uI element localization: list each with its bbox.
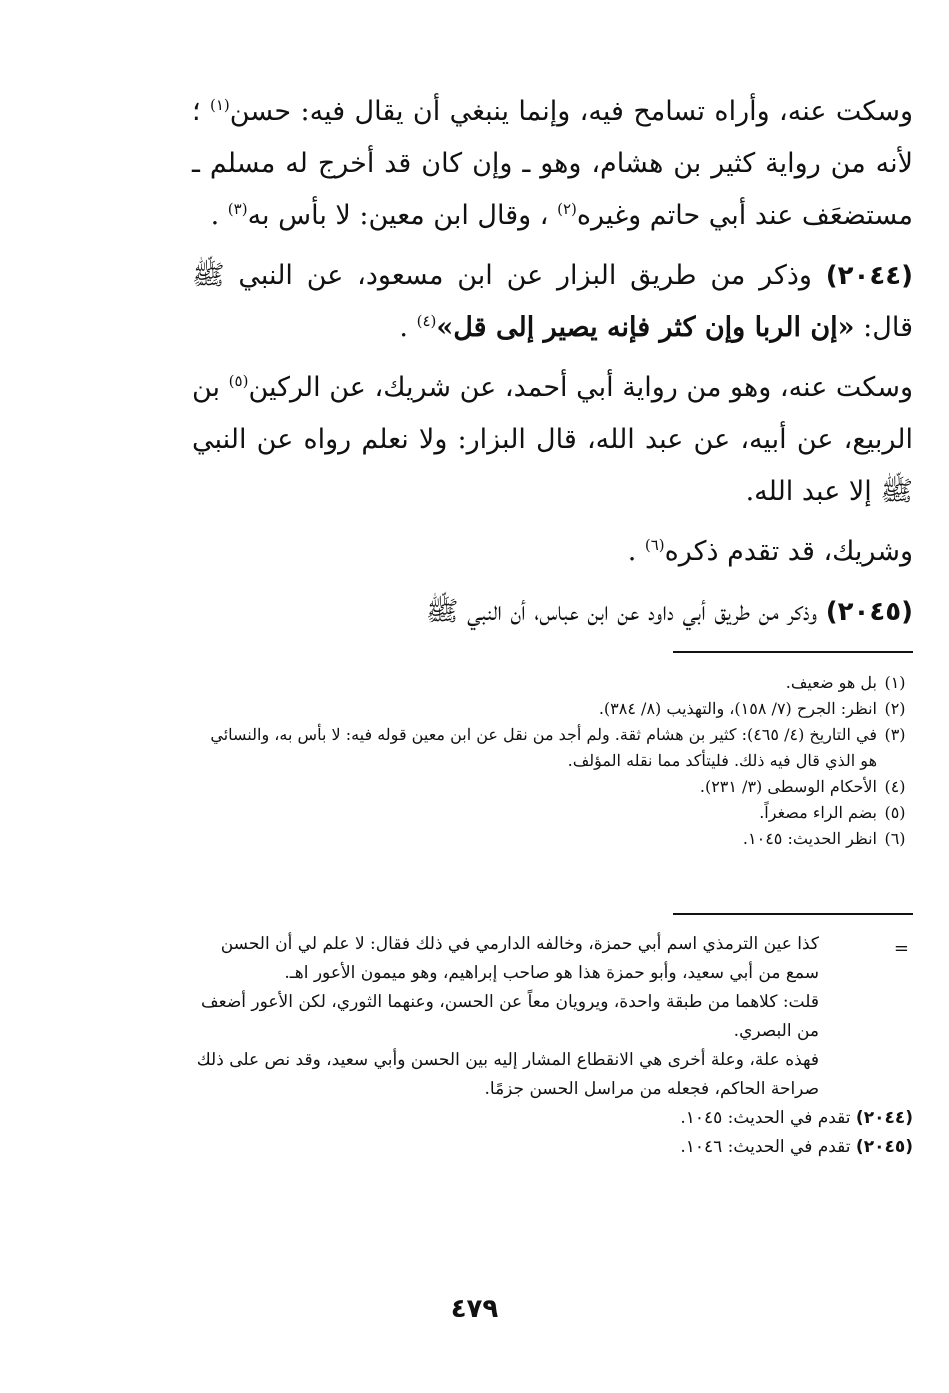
footnote-text: في التاريخ (٤/ ٤٦٥): كثير بن هشام ثقة. ولم أجد من نقل عن ابن معين قوله فيه: لا بأس به، والنسائي هو الذي قال فيه ذلك. فليتأكد مما نقله المؤلف. bbox=[210, 725, 877, 770]
commentary-item bbox=[190, 1133, 913, 1162]
footnote-item bbox=[190, 774, 913, 800]
commentary-text: تقدم في الحديث: ١٠٤٥. bbox=[680, 1108, 856, 1128]
page-number: ٤٧٩ bbox=[450, 1294, 499, 1324]
commentary-line: كذا عين الترمذي اسم أبي حمزة، وخالفه الدارمي في ذلك فقال: لا علم لي أن الحسن سمع من أبي سعيد، وأبو حمزة هذا هو صاحب إبراهيم، وهو ميمون الأعور اهـ. bbox=[220, 934, 819, 983]
commentary-notes bbox=[190, 930, 913, 1162]
commentary-line: فهذه علة، وعلة أخرى هي الانقطاع المشار إليه بين الحسن وأبي سعيد، وقد نص على ذلك صراحة الحاكم، فجعله من مراسل الحسن جزمًا. bbox=[196, 1050, 819, 1099]
paragraph-1 bbox=[192, 86, 913, 242]
text-run: ؛ لأنه من رواية كثير بن هشام، وهو ـ وإن كان قد أخرج له مسلم ـ مستضعَف عند أبي حاتم وغيره bbox=[192, 96, 913, 231]
text-run: ، وقال ابن معين: لا بأس به bbox=[247, 200, 558, 231]
footnote-ref[interactable]: (٥) bbox=[228, 372, 249, 390]
hadith-2045 bbox=[192, 586, 913, 638]
commentary-line: قلت: كلاهما من طبقة واحدة، ويرويان معاً عن الحسن، وعنهما الثوري، لكن الأعور أضعف من البصري. bbox=[201, 992, 819, 1041]
notes-divider bbox=[673, 913, 913, 915]
hadith-number: (٢٠٤٥) bbox=[825, 597, 913, 627]
footnote-divider bbox=[673, 651, 913, 653]
hadith-number: (٢٠٤٤) bbox=[855, 1108, 913, 1128]
footnote-text: بل هو ضعيف. bbox=[785, 673, 877, 692]
commentary-text: تقدم في الحديث: ١٠٤٦. bbox=[680, 1137, 856, 1157]
hadith-number: (٢٠٤٤) bbox=[825, 261, 913, 291]
footnote-text: الأحكام الوسطى (٣/ ٢٣١). bbox=[699, 777, 877, 796]
main-text bbox=[192, 86, 913, 646]
text-run: وذكر من طريق البزار عن ابن مسعود، عن النبي ﷺ قال: bbox=[192, 260, 913, 343]
text-run: . bbox=[210, 200, 228, 231]
footnote-ref[interactable]: (٣) bbox=[227, 200, 248, 218]
footnote-ref[interactable]: (٤) bbox=[416, 312, 437, 330]
footnote-number: (٦) bbox=[884, 829, 906, 848]
footnote-number: (٢) bbox=[884, 699, 906, 718]
footnote-text: انظر الحديث: ١٠٤٥. bbox=[742, 829, 877, 848]
hadith-quote: «إن الربا وإن كثر فإنه يصير إلى قل» bbox=[436, 312, 855, 343]
paragraph-4 bbox=[192, 526, 913, 578]
footnote-item bbox=[190, 800, 913, 826]
continuation-mark: = bbox=[893, 938, 909, 959]
footnote-number: (٥) bbox=[884, 803, 906, 822]
footnote-item bbox=[190, 696, 913, 722]
footnote-number: (١) bbox=[884, 673, 906, 692]
text-run: . bbox=[627, 536, 645, 567]
text-run: وسكت عنه، وهو من رواية أبي أحمد، عن شريك، عن الركين bbox=[248, 372, 913, 403]
footnote-ref[interactable]: (٢) bbox=[557, 200, 577, 218]
hadith-number: (٢٠٤٥) bbox=[855, 1137, 913, 1157]
footnote-number: (٣) bbox=[884, 725, 906, 744]
footnote-item bbox=[190, 826, 913, 852]
footnote-ref[interactable]: (١) bbox=[209, 96, 230, 114]
paragraph-3 bbox=[192, 362, 913, 518]
footnote-text: انظر: الجرح (٧/ ١٥٨)، والتهذيب (٨/ ٣٨٤). bbox=[598, 699, 877, 718]
text-run: وشريك، قد تقدم ذكره bbox=[664, 536, 913, 567]
footnotes bbox=[190, 670, 913, 852]
text-run: وسكت عنه، وأراه تسامح فيه، وإنما ينبغي أن يقال فيه: حسن bbox=[229, 96, 913, 127]
hadith-2044 bbox=[192, 250, 913, 354]
footnote-item bbox=[190, 722, 913, 774]
text-run: بن الربيع، عن أبيه، عن عبد الله، قال البزار: ولا نعلم رواه عن النبي ﷺ إلا عبد الله. bbox=[192, 372, 913, 507]
commentary-item bbox=[190, 1104, 913, 1133]
footnote-item bbox=[190, 670, 913, 696]
footnote-ref[interactable]: (٦) bbox=[644, 536, 665, 554]
footnote-text: بضم الراء مصغراً. bbox=[759, 803, 877, 822]
text-run: . bbox=[399, 312, 417, 343]
text-run: وذكر من طريق أبي داود عن ابن عباس، أن النبي ﷺ bbox=[425, 596, 826, 627]
footnote-number: (٤) bbox=[884, 777, 906, 796]
